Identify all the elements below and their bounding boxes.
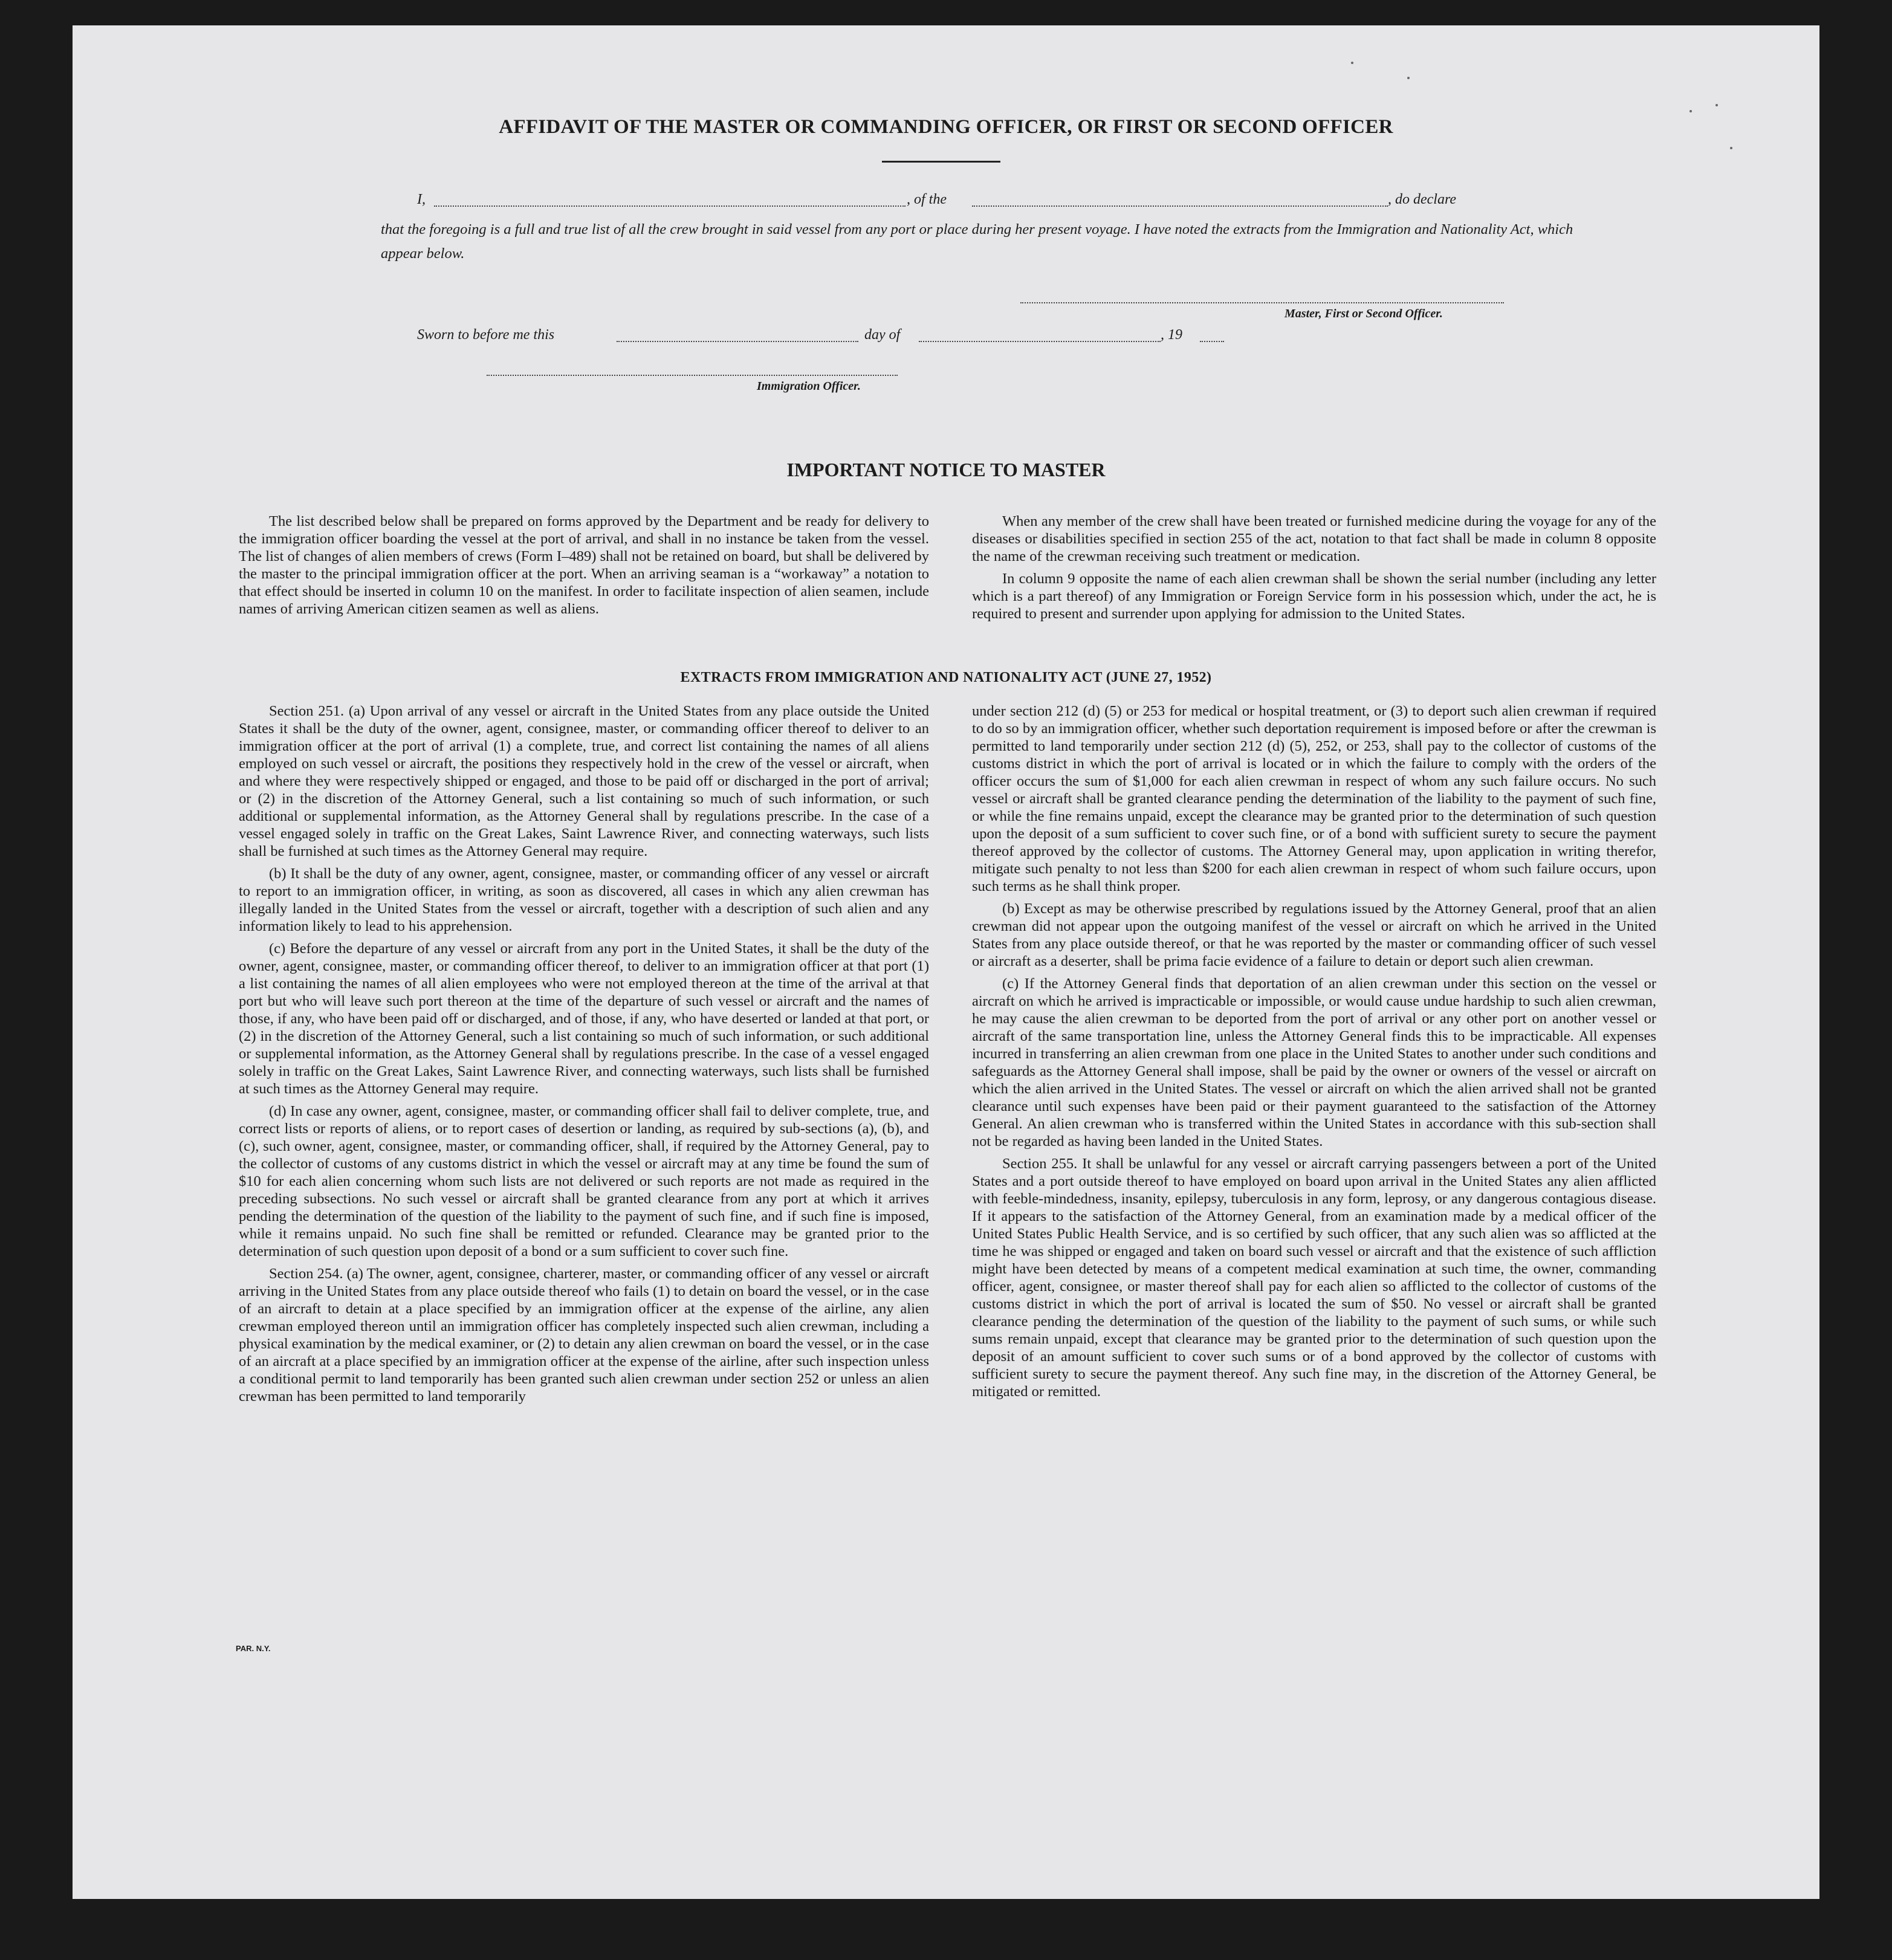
- sworn-label: Sworn to before me this: [417, 327, 555, 343]
- section-251d: (d) In case any owner, agent, consignee, master, or commanding officer shall fail to deliver complete, true, and correct lists or reports of aliens, or to report cases of desertion or landing, as required by sub-sections (a), (b), and (c), such owner, agent, consignee, master, or commanding officer, shall, if required by the Attorney General, pay to the collector of customs of any customs district in which the vessel or aircraft may at any time be found the sum of $10 for each alien concerning whom such lists are not delivered or such reports are not made as required in the preceding subsections. No such vessel or aircraft shall be granted clearance from any port at which it arrives pending the determination of the question of the liability to the payment of such fine, and if such fine is imposed, while it remains unpaid. No such fine shall be remitted or refunded. Clearance may be granted prior to the determination of such question upon deposit of a bond or a sum sufficient to cover such fine.: [239, 1103, 929, 1260]
- sworn-year-field[interactable]: [1200, 341, 1224, 342]
- printer-imprint: PAR. N.Y.: [236, 1644, 271, 1653]
- section-251b: (b) It shall be the duty of any owner, agent, consignee, master, or commanding officer of any vessel or aircraft to report to an immigration officer, in writing, as soon as discovered, all cases in which any alien crewman has illegally landed in the United States from the vessel or aircraft, together with a description of such alien and any information likely to lead to his apprehension.: [239, 865, 929, 934]
- scan-speck: [1730, 147, 1732, 149]
- year-prefix-label: , 19: [1161, 327, 1182, 343]
- do-declare-label: , do declare: [1388, 192, 1457, 207]
- extracts-left-column: [239, 702, 929, 1410]
- affidavit-title: AFFIDAVIT OF THE MASTER OR COMMANDING OFFICER, OR FIRST OR SECOND OFFICER: [499, 116, 1393, 138]
- scan-speck: [1715, 104, 1718, 106]
- section-254a: Section 254. (a) The owner, agent, consignee, charterer, master, or commanding officer of any vessel or aircraft arriving in the United States from any place outside thereof who fails (1) to detain on board the vessel, or in the case of an aircraft to detain at a place specified by an immigration officer at the expense of the airline, any alien crewman employed thereon until an immigration officer has completely inspected such alien crewman, including a physical examination by the medical examiner, or (2) to detain any alien crewman on board the vessel, or in the case of an aircraft at a place specified by an immigration officer at the expense of the airline, after such inspection unless a conditional permit to land temporarily has been granted such alien crewman under section 252 or unless an alien crewman has been permitted to land temporarily: [239, 1266, 929, 1405]
- section-251a: Section 251. (a) Upon arrival of any vessel or aircraft in the United States from any place outside the United States it shall be the duty of the owner, agent, consignee, master, or commanding officer thereof to deliver to an immigration officer at the port of arrival (1) a complete, true, and correct list containing the names of all aliens employed on such vessel or aircraft, the positions they respectively hold in the crew of the vessel or aircraft, when and where they were respectively shipped or engaged, and those to be paid off or discharged in the port of arrival; or (2) in the discretion of the Attorney General, such a list containing so much of such information, or such additional or supplemental information, as the Attorney General shall by regulations prescribe. In the case of a vessel engaged solely in traffic on the Great Lakes, Saint Lawrence River, and connecting waterways, such lists shall be furnished at such times as the Attorney General may require.: [239, 703, 929, 859]
- scan-speck: [1351, 62, 1353, 64]
- sworn-month-field[interactable]: [919, 341, 1161, 342]
- notice-right-column: [972, 513, 1656, 627]
- officer-signature-label: Immigration Officer.: [757, 380, 861, 393]
- extracts-title: EXTRACTS FROM IMMIGRATION AND NATIONALITY ACT (JUNE 27, 1952): [680, 670, 1212, 685]
- section-254c: (c) If the Attorney General finds that deportation of an alien crewman under this section on the vessel or aircraft on which he arrived is impracticable or impossible, or would cause undue hardship to such alien crewman, he may cause the alien crewman to be deported from the port of arrival or any other port on another vessel or aircraft of the same transportation line, unless the Attorney General finds this to be impracticable. All expenses incurred in transferring an alien crewman from one place in the United States to another under such conditions and safeguards as the Attorney General shall impose, shall be paid by the owner or owners of the vessel or aircraft on which the alien arrived in the United States. The vessel or aircraft on which the alien arrived shall not be granted clearance until such expenses have been paid or their payment guaranteed to the satisfaction of the Attorney General. An alien crewman who is transferred within the United States in accordance with this sub-section shall not be regarded as having been landed in the United States.: [972, 975, 1656, 1150]
- sworn-day-field[interactable]: [617, 341, 858, 342]
- vessel-name-field[interactable]: [972, 205, 1388, 207]
- of-the-label: , of the: [907, 192, 947, 207]
- notice-left-paragraph: The list described below shall be prepared on forms approved by the Department and be ready for delivery to the immigration officer boarding the vessel at the port of arrival, and shall in no instance be taken from the vessel. The list of changes of alien members of crews (Form I–489) shall not be retained on board, but shall be delivered by the master to the principal immigration officer at the port. When an arriving seaman is a “workaway” a notation to that effect should be inserted in column 10 on the manifest. In order to facilitate inspection of alien seamen, include names of arriving American citizen seamen as well as aliens.: [239, 513, 929, 617]
- declaration-text: that the foregoing is a full and true list of all the crew brought in said vessel from any port or place during her present voyage. I have noted the extracts from the Immigration and Nationality Act, which appear below.: [381, 221, 1573, 262]
- title-underline: [882, 161, 1000, 163]
- day-of-label: day of: [864, 327, 901, 343]
- officer-signature-field[interactable]: [487, 375, 898, 376]
- scan-speck: [1690, 110, 1692, 112]
- affidavit-i-label: I,: [417, 192, 426, 207]
- master-signature-field[interactable]: [1020, 302, 1504, 303]
- section-254b: (b) Except as may be otherwise prescribed by regulations issued by the Attorney General, proof that an alien crewman did not appear upon the outgoing manifest of the vessel or aircraft on which he arrived in the United States from any place outside thereof, or that he was reported by the master or commanding officer of such vessel or aircraft as a deserter, shall be prima facie evidence of a failure to detain or deport such alien crewman.: [972, 901, 1656, 969]
- notice-right-paragraph-2: In column 9 opposite the name of each alien crewman shall be shown the serial number (including any letter which is a part thereof) of any Immigration or Foreign Service form in his possession which, under the act, he is required to present and surrender upon applying for admission to the United States.: [972, 571, 1656, 622]
- section-251c: (c) Before the departure of any vessel or aircraft from any port in the United States, it shall be the duty of the owner, agent, consignee, master, or commanding officer thereof, to deliver to an immigration officer at that port (1) a list containing the names of all alien employees who were not employed thereon at the time of the arrival at that port but who will leave such port thereon at the time of the departure of such vessel or aircraft and the names of those, if any, who have been paid off or discharged, and of those, if any, who have deserted or landed at that port, or (2) in the discretion of the Attorney General, such a list containing so much of such information, or such additional or supplemental information, as the Attorney General shall by regulations prescribe. In the case of a vessel engaged solely in traffic on the Great Lakes, Saint Lawrence River, and connecting waterways, such lists shall be furnished at such times as the Attorney General may require.: [239, 940, 929, 1097]
- extracts-right-column: [972, 702, 1656, 1405]
- master-signature-label: Master, First or Second Officer.: [1285, 307, 1443, 320]
- notice-title: IMPORTANT NOTICE TO MASTER: [786, 459, 1106, 480]
- section-254a-continued: under section 212 (d) (5) or 253 for medical or hospital treatment, or (3) to deport such alien crewman if required to do so by an immigration officer, whether such deportation requirement is imposed before or after the crewman is permitted to land temporarily under section 212 (d) (5), 252, or 253, shall pay to the collector of customs of the customs district in which the port of arrival is located or in which the failure to comply with the orders of the officer occurs the sum of $1,000 for each alien crewman in respect of whom any such failure occurs. No such vessel or aircraft shall be granted clearance pending the determination of the liability to the payment of such fine, or while the fine remains unpaid, except the clearance may be granted prior to the determination of such question upon the deposit of a sum sufficient to cover such fine, or of a bond with sufficient surety to secure the payment thereof approved by the collector of customs. The Attorney General may, upon application in writing therefor, mitigate such penalty to not less than $200 for each alien crewman in respect of whom such failure occurs, upon such terms as he shall think proper.: [972, 703, 1656, 894]
- notice-right-paragraph-1: When any member of the crew shall have been treated or furnished medicine during the voyage for any of the diseases or disabilities specified in section 255 of the act, notation to that fact shall be made in column 8 opposite the name of the crewman receiving such treatment or medication.: [972, 513, 1656, 564]
- notice-left-column: [239, 513, 929, 623]
- document-page: [73, 25, 1819, 1899]
- section-255: Section 255. It shall be unlawful for any vessel or aircraft carrying passengers between a port of the United States and a port outside thereof to have employed on board upon arrival in the United States any alien afflicted with feeble-mindedness, insanity, epilepsy, tuberculosis in any form, leprosy, or any dangerous contagious disease. If it appears to the satisfaction of the Attorney General, from an examination made by a medical officer of the United States Public Health Service, and is so certified by such officer, that any such alien was so afflicted at the time he was shipped or engaged and taken on board such vessel or aircraft and that the existence of such affliction might have been detected by means of a competent medical examination at such time, the owner, commanding officer, agent, consignee, or master thereof shall pay for each alien so afflicted to the collector of customs of the customs district in which the port of arrival is located the sum of $50. No vessel or aircraft shall be granted clearance pending the determination of the question of the liability to the payment of such sums, or while such sums remain unpaid, except that clearance may be granted prior to the determination of such question upon the deposit of an amount sufficient to cover such sums or of a bond approved by the collector of customs with sufficient surety to secure the payment thereof. Any such fine may, in the discretion of the Attorney General, be mitigated or remitted.: [972, 1156, 1656, 1400]
- master-name-field[interactable]: [434, 205, 906, 207]
- scan-speck: [1407, 77, 1410, 79]
